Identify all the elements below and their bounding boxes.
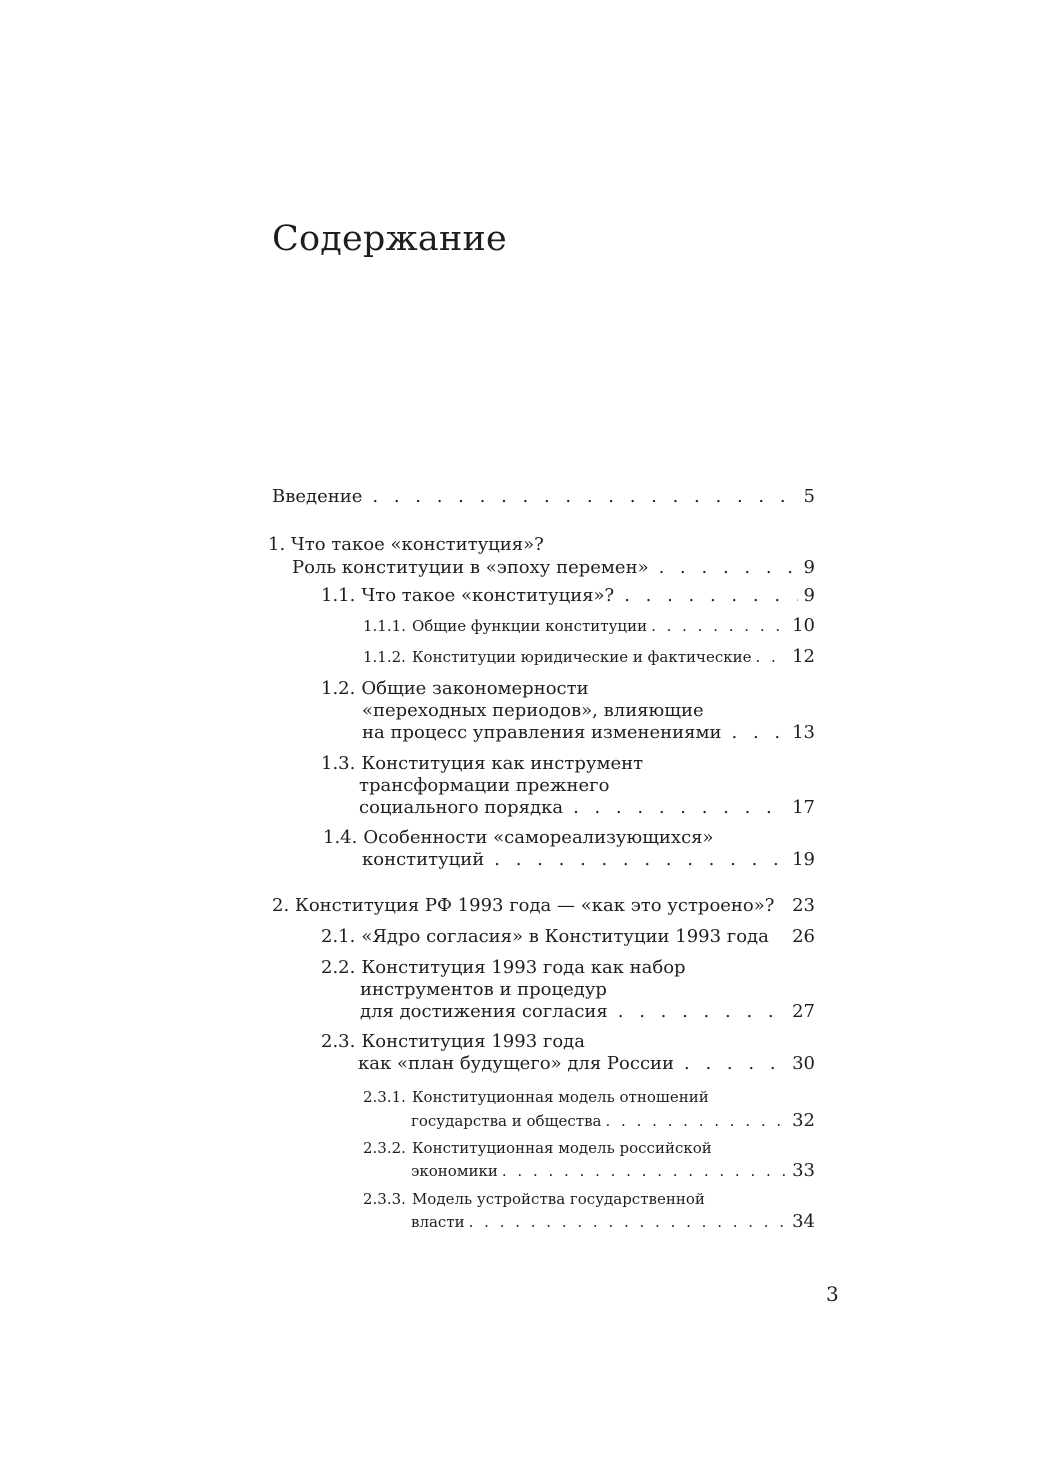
dot-leader	[602, 1112, 787, 1130]
toc-entry-1-2-line1[interactable]	[321, 678, 815, 699]
toc-entry-2-2-line1[interactable]	[321, 957, 815, 978]
toc-page-number: 19	[792, 849, 815, 870]
toc-entry-title: государства и общества	[411, 1112, 602, 1130]
toc-page-number: 34	[792, 1211, 815, 1232]
toc-entry-title: Конституция 1993 года	[361, 1031, 585, 1052]
toc-entry-title: Конституционная модель отношений	[411, 1088, 709, 1106]
toc-entry-title: 1. Что такое «конституция»?	[268, 534, 544, 555]
toc-entry-2-3-line1[interactable]	[321, 1031, 815, 1052]
toc-entry-title: трансформации прежнего	[359, 775, 610, 796]
toc-entry-title: Общие функции конституции	[411, 617, 648, 635]
toc-entry-title: Введение	[272, 486, 363, 507]
toc-page-number: 17	[792, 797, 815, 818]
toc-page-number: 9	[803, 585, 815, 606]
dot-leader	[608, 1001, 786, 1022]
toc-entry-1-3-line3[interactable]	[359, 797, 815, 818]
toc-entry-1-2-line3[interactable]	[362, 722, 815, 743]
dot-leader	[498, 1162, 786, 1180]
dot-leader	[647, 617, 786, 635]
section-number: 2.2.	[321, 957, 356, 978]
section-number: 2.3.2.	[363, 1139, 406, 1157]
toc-page-number: 27	[792, 1001, 815, 1022]
toc-entry-1-1-2[interactable]	[363, 646, 815, 667]
section-number: 2.1.	[321, 926, 356, 947]
toc-entry-title: Конституции юридические и фактические	[411, 648, 752, 666]
toc-entry-title: экономики	[411, 1162, 498, 1180]
toc-entry-title: «переходных периодов», влияющие	[362, 700, 704, 721]
section-number: 1.2.	[321, 678, 356, 699]
toc-entry-1-4-line2[interactable]	[362, 849, 815, 870]
dot-leader	[465, 1213, 786, 1231]
toc-entry-2-3-1-line2[interactable]	[411, 1110, 815, 1131]
toc-page-number: 10	[792, 615, 815, 636]
section-number: 2.3.3.	[363, 1190, 406, 1208]
toc-entry-intro[interactable]	[272, 486, 815, 507]
toc-entry-title: Общие закономерности	[361, 678, 589, 699]
toc-entry-title: инструментов и процедур	[360, 979, 607, 1000]
toc-entry-2-3-2-line1[interactable]	[363, 1139, 815, 1157]
toc-entry-2-2-line3[interactable]	[360, 1001, 815, 1022]
toc-page-number: 30	[792, 1053, 815, 1074]
toc-entry-title: Конституционная модель российской	[411, 1139, 712, 1157]
toc-entry-title: для достижения согласия	[360, 1001, 608, 1022]
section-number: 1.3.	[321, 753, 356, 774]
toc-entry-2-2-line2[interactable]	[360, 979, 815, 1000]
dot-leader	[614, 585, 797, 606]
dot-leader	[362, 486, 797, 507]
toc-entry-title: 2. Конституция РФ 1993 года — «как это устроено»?	[272, 895, 775, 916]
section-number: 1.1.	[321, 585, 356, 606]
toc-entry-2-3-3-line1[interactable]	[363, 1190, 815, 1208]
toc-entry-title: Что такое «конституция»?	[361, 585, 615, 606]
toc-entry-1-3-line1[interactable]	[321, 753, 815, 774]
toc-entry-1-4-line1[interactable]	[323, 827, 815, 848]
dot-leader	[751, 648, 786, 666]
toc-entry-title: Конституция как инструмент	[361, 753, 644, 774]
toc-page-number: 12	[792, 646, 815, 667]
toc-entry-1-3-line2[interactable]	[359, 775, 815, 796]
toc-page-number: 9	[803, 557, 815, 578]
toc-entry-title: конституций	[362, 849, 485, 870]
section-number: 2.3.1.	[363, 1088, 406, 1106]
toc-entry-1-1[interactable]	[321, 585, 815, 606]
toc-page-number: 23	[792, 895, 815, 916]
page-number: 3	[826, 1282, 839, 1306]
toc-entry-title: на процесс управления изменениями	[362, 722, 722, 743]
toc-entry-title: Конституция 1993 года как набор	[361, 957, 686, 978]
dot-leader	[484, 849, 786, 870]
section-number: 1.1.2.	[363, 648, 406, 666]
toc-entry-1-2-line2[interactable]	[362, 700, 815, 721]
toc-entry-title: Роль конституции в «эпоху перемен»	[292, 557, 649, 578]
dot-leader	[674, 1053, 786, 1074]
dot-leader	[722, 722, 787, 743]
toc-entry-2-3-3-line2[interactable]	[411, 1211, 815, 1232]
toc-entry-2-1[interactable]	[321, 926, 815, 947]
page-title: Содержание	[272, 219, 507, 259]
toc-entry-2-3-2-line2[interactable]	[411, 1160, 815, 1181]
toc-entry-2-3-line2[interactable]	[358, 1053, 815, 1074]
toc-entry-title: Модель устройства государственной	[411, 1190, 705, 1208]
toc-entry-2-3-1-line1[interactable]	[363, 1088, 815, 1106]
toc-entry-title: как «план будущего» для России	[358, 1053, 675, 1074]
toc-entry-ch1-line2[interactable]	[292, 557, 815, 578]
toc-page-number: 26	[792, 926, 815, 947]
toc-page-number: 13	[792, 722, 815, 743]
section-number: 1.1.1.	[363, 617, 406, 635]
toc-entry-title: «Ядро согласия» в Конституции 1993 года	[361, 926, 769, 947]
toc-page-number: 32	[792, 1110, 815, 1131]
toc-entry-title: власти	[411, 1213, 465, 1231]
section-number: 2.3.	[321, 1031, 356, 1052]
toc-entry-title: Особенности «самореализующихся»	[363, 827, 714, 848]
toc-entry-ch1-line1[interactable]	[268, 534, 815, 555]
toc-entry-1-1-1[interactable]	[363, 615, 815, 636]
dot-leader	[563, 797, 786, 818]
toc-entry-title: социального порядка	[359, 797, 564, 818]
toc-entry-ch2[interactable]	[272, 895, 815, 916]
section-number: 1.4.	[323, 827, 358, 848]
toc-page-number: 33	[792, 1160, 815, 1181]
dot-leader	[649, 557, 798, 578]
toc-page-number: 5	[803, 486, 815, 507]
